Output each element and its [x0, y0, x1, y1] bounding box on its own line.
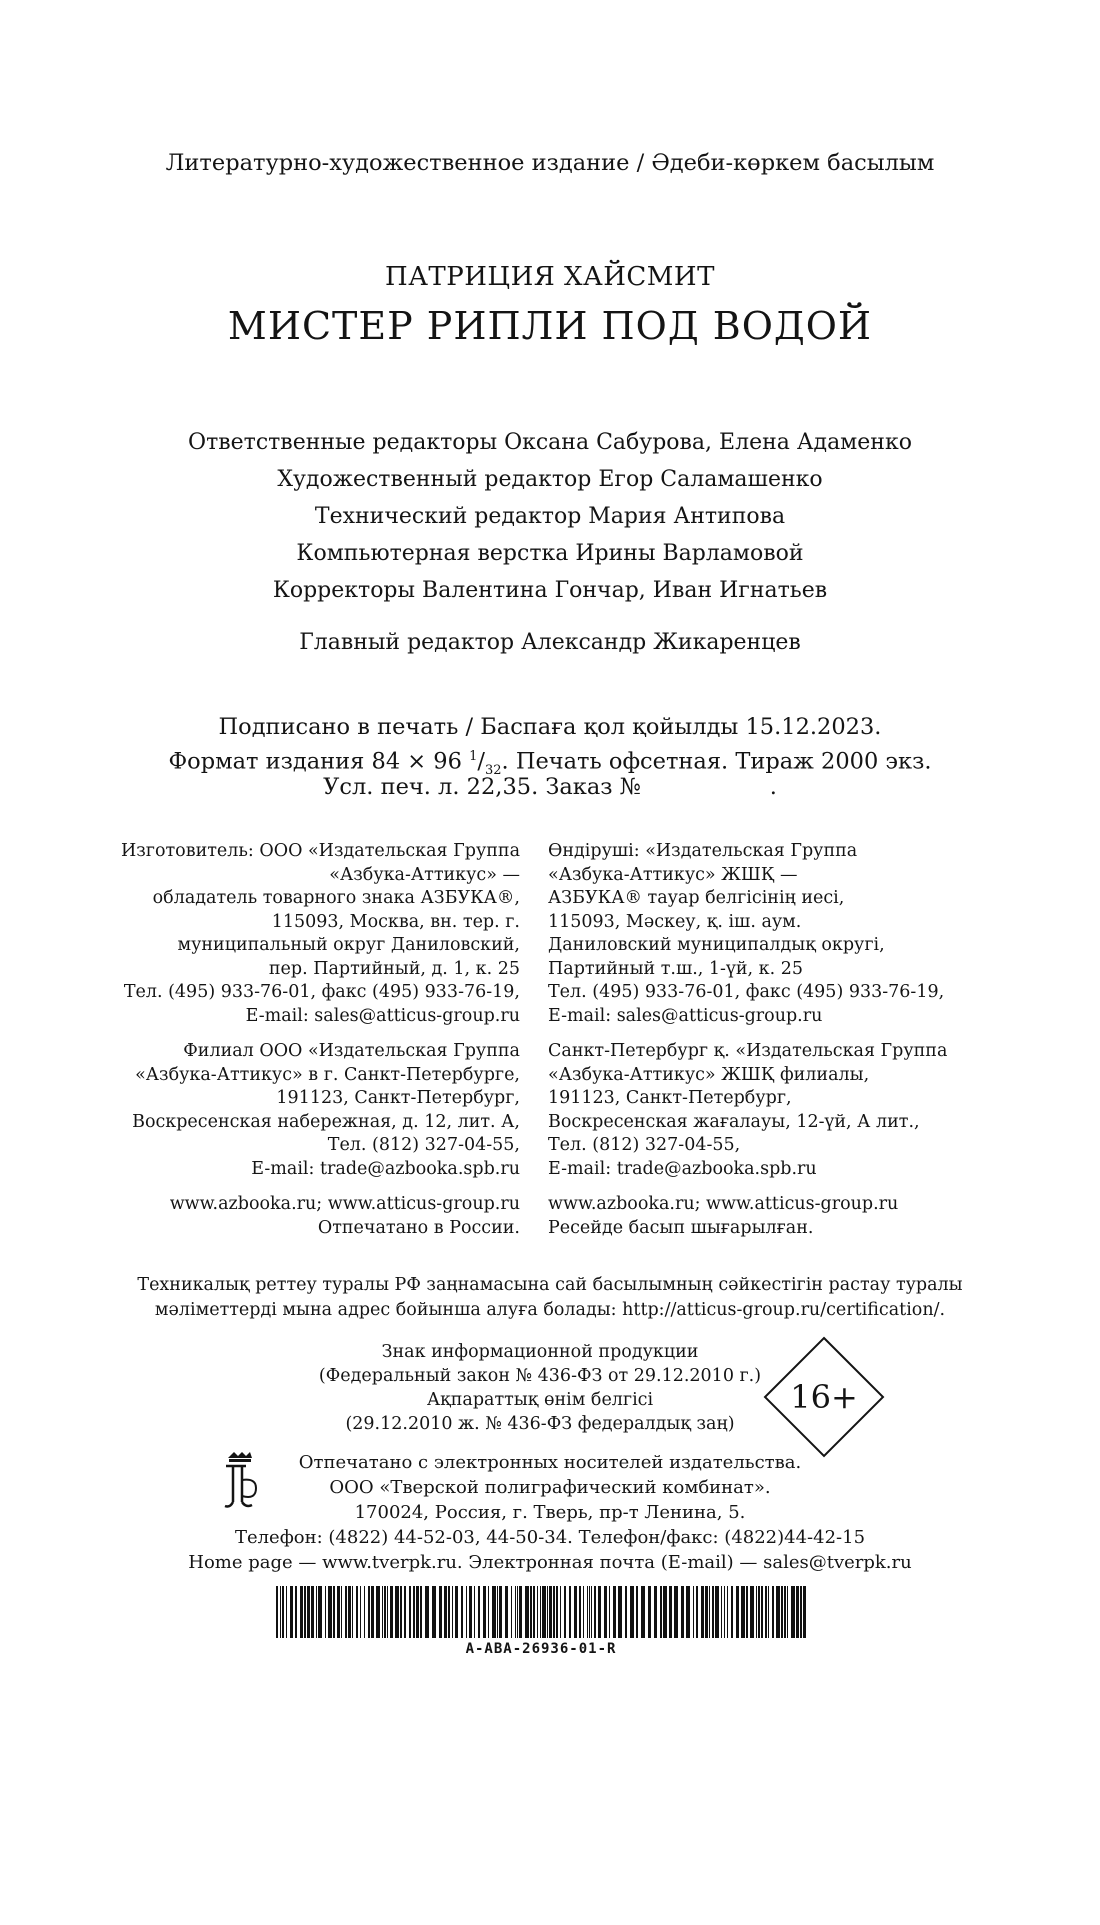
barcode-bar [701, 1586, 704, 1638]
printer-line: Отпечатано с электронных носителей издательства. [298, 1452, 802, 1473]
barcode-bar [300, 1586, 303, 1638]
barcode-bar [333, 1586, 335, 1638]
barcode-bar [553, 1586, 555, 1638]
imprint-line: Даниловский муниципалдық округі, [548, 935, 885, 955]
barcode-bar [569, 1586, 571, 1638]
barcode-bar [709, 1586, 710, 1638]
barcode-bar [511, 1586, 512, 1638]
book-title: МИСТЕР РИПЛИ ПОД ВОДОЙ [227, 304, 873, 348]
imprint-line: Өндіруші: «Издательская Группа [548, 841, 858, 861]
imprint-line: E-mail: trade@azbooka.spb.ru [251, 1158, 520, 1179]
barcode-bar [416, 1586, 419, 1638]
barcode-bar [395, 1586, 399, 1638]
barcode-bar [286, 1586, 287, 1638]
credit-line: Художественный редактор Егор Саламашенко [277, 467, 823, 492]
barcode-bar [420, 1586, 422, 1638]
barcode-bar [525, 1586, 529, 1638]
barcode-bar [681, 1586, 684, 1638]
barcode-bar [609, 1586, 610, 1638]
format-suffix: . Печать офсетная. Тираж 2000 экз. [501, 748, 932, 775]
barcode-bar [455, 1586, 458, 1638]
barcode-bar [589, 1586, 590, 1638]
barcode-bar [686, 1586, 690, 1638]
order-line: Усл. печ. л. 22,35. Заказ № . [323, 774, 777, 800]
barcode-bar [540, 1586, 541, 1638]
barcode-bar [530, 1586, 532, 1638]
credit-line: Компьютерная верстка Ирины Варламовой [296, 541, 804, 566]
editorial-credits [0, 424, 1100, 609]
imprint-line: E-mail: sales@atticus-group.ru [548, 1005, 823, 1026]
barcode-bar [768, 1586, 769, 1638]
barcode-bar [583, 1586, 584, 1638]
barcode-bar [761, 1586, 763, 1638]
imprint-line: Тел. (495) 933-76-01, факс (495) 933-76-19, [548, 982, 945, 1002]
barcode-bar [444, 1586, 447, 1638]
barcode-bar [325, 1586, 326, 1638]
barcode-bar [295, 1586, 297, 1638]
imprint-line: муниципальный округ Даниловский, [177, 935, 520, 955]
imprint-line: «Азбука-Аттикус» ЖШҚ — [548, 864, 798, 885]
barcode-bar [547, 1586, 548, 1638]
imprint-line: Партийный т.ш., 1-үй, к. 25 [548, 958, 803, 979]
imprint-line: E-mail: sales@atticus-group.ru [245, 1005, 520, 1026]
barcode-bar [660, 1586, 662, 1638]
barcode-bar [758, 1586, 760, 1638]
barcode-text: A-ABA-26936-01-R [465, 1641, 617, 1657]
info-sign-line: (Федеральный закон № 436-ФЗ от 29.12.2010 г.) [318, 1366, 762, 1386]
barcode-bar [772, 1586, 774, 1638]
certification-line: Техникалық реттеу туралы РФ заңнамасына сай басылымның сәйкестігін растау туралы [137, 1275, 963, 1295]
format-prefix: Формат издания 84 × 96 [168, 748, 462, 775]
barcode-bar [564, 1586, 566, 1638]
barcode-bar [549, 1586, 552, 1638]
web-block [0, 1193, 520, 1240]
chief-editor: Главный редактор Александр Жикаренцев [299, 630, 801, 655]
barcode-bar [364, 1586, 365, 1638]
imprint-line: Воскресенская набережная, д. 12, лит. А, [132, 1111, 520, 1132]
imprint-line: Санкт-Петербург қ. «Издательская Группа [548, 1041, 948, 1061]
certification-line: мәліметтерді мына адрес бойынша алуға болады: http://atticus-group.ru/certification/. [154, 1300, 946, 1320]
barcode-bar [280, 1586, 281, 1638]
barcode-bar [574, 1586, 577, 1638]
barcode-bar [356, 1586, 358, 1638]
imprint-line: Изготовитель: ООО «Издательская Группа [120, 841, 520, 861]
barcode-bar [316, 1586, 317, 1638]
barcode-bar [432, 1586, 436, 1638]
barcode-bar [474, 1586, 475, 1638]
barcode-bar [556, 1586, 558, 1638]
barcode-bar [533, 1586, 535, 1638]
barcode-bar [776, 1586, 780, 1638]
barcode-bar [483, 1586, 486, 1638]
barcode-bar [307, 1586, 310, 1638]
imprint-line: АЗБУКА® тауар белгісінің иесі, [548, 888, 845, 908]
barcode-bar [382, 1586, 383, 1638]
barcode-bar [756, 1586, 757, 1638]
barcode-bar [515, 1586, 516, 1638]
barcode-bar [693, 1586, 694, 1638]
barcode-bar [587, 1586, 588, 1638]
barcode-bar [641, 1586, 645, 1638]
barcode-bar [371, 1586, 374, 1638]
barcode-bar [736, 1586, 739, 1638]
barcode [276, 1586, 806, 1638]
barcode-bar [746, 1586, 748, 1638]
branch-block [548, 1040, 1068, 1181]
barcode-bar [368, 1586, 370, 1638]
barcode-bar [674, 1586, 678, 1638]
barcode-bar [505, 1586, 508, 1638]
barcode-bar [636, 1586, 638, 1638]
barcode-bar [348, 1586, 351, 1638]
barcode-bar [492, 1586, 496, 1638]
imprint-line: Отпечатано в России. [317, 1217, 520, 1238]
barcode-bar [390, 1586, 393, 1638]
barcode-bar [796, 1586, 799, 1638]
format-denominator: 32 [484, 763, 502, 778]
barcode-bar [439, 1586, 442, 1638]
barcode-bar [409, 1586, 411, 1638]
barcode-bar [721, 1586, 722, 1638]
certification-note [0, 1273, 1100, 1323]
barcode-bar [461, 1586, 463, 1638]
format-numerator: 1 [469, 749, 478, 764]
imprint-line: «Азбука-Аттикус» — [329, 864, 520, 885]
printer-line: Телефон: (4822) 44-52-03, 44-50-34. Телефон/факс: (4822)44-42-15 [234, 1527, 866, 1548]
print-info [0, 712, 1100, 802]
author-name: ПАТРИЦИЯ ХАЙСМИТ [385, 262, 715, 292]
barcode-bar [404, 1586, 406, 1638]
imprint-kazakh [548, 840, 1068, 1240]
genre-line: Литературно-художественное издание / Әдеби-көркем басылым [165, 150, 935, 176]
imprint-line: пер. Партийный, д. 1, к. 25 [268, 958, 520, 979]
imprint-line: 191123, Санкт-Петербург, [276, 1088, 520, 1108]
barcode-bar [591, 1586, 592, 1638]
signed-line: Подписано в печать / Баспаға қол қойылды 15.12.2023. [218, 714, 882, 740]
credit-line: Ответственные редакторы Оксана Сабурова, Елена Адаменко [188, 430, 912, 455]
barcode-bar [765, 1586, 767, 1638]
barcode-bar [337, 1586, 340, 1638]
barcode-bar [537, 1586, 538, 1638]
imprint-line: Воскресенская жағалауы, 12-үй, А лит., [548, 1111, 920, 1132]
barcode-bar [341, 1586, 342, 1638]
imprint-line: 115093, Мәскеу, қ. іш. аум. [548, 911, 802, 932]
barcode-bar [352, 1586, 353, 1638]
printer-info [0, 1450, 1100, 1575]
barcode-bar [290, 1586, 293, 1638]
imprint-line: www.azbooka.ru; www.atticus-group.ru [548, 1194, 899, 1214]
credit-line: Корректоры Валентина Гончар, Иван Игнатьев [272, 578, 828, 603]
barcode-bar [560, 1586, 561, 1638]
web-block [548, 1193, 1068, 1240]
imprint-line: E-mail: trade@azbooka.spb.ru [548, 1158, 817, 1179]
barcode-bar [727, 1586, 728, 1638]
imprint-line: Ресейде басып шығарылған. [548, 1217, 814, 1238]
barcode-bar [618, 1586, 622, 1638]
barcode-bar [282, 1586, 284, 1638]
barcode-bar [466, 1586, 467, 1638]
barcode-bar [517, 1586, 518, 1638]
imprint-line: «Азбука-Аттикус» ЖШҚ филиалы, [548, 1064, 870, 1085]
barcode-bar [696, 1586, 698, 1638]
info-sign-line: Ақпараттық өнім белгісі [426, 1390, 654, 1410]
barcode-bar [715, 1586, 719, 1638]
imprint-line: Тел. (495) 933-76-01, факс (495) 933-76-19, [123, 982, 520, 1002]
info-sign-line: Знак информационной продукции [381, 1342, 699, 1362]
barcode-bar [731, 1586, 733, 1638]
barcode-bar [413, 1586, 415, 1638]
barcode-bar [724, 1586, 725, 1638]
barcode-bar [448, 1586, 450, 1638]
barcode-bar [425, 1586, 429, 1638]
barcode-bar [654, 1586, 657, 1638]
barcode-bar [499, 1586, 502, 1638]
barcode-bar [705, 1586, 708, 1638]
barcode-bar [469, 1586, 472, 1638]
barcode-bar [791, 1586, 795, 1638]
barcode-bar [488, 1586, 489, 1638]
barcode-bar [384, 1586, 386, 1638]
barcode-bar [318, 1586, 322, 1638]
barcode-bar [376, 1586, 380, 1638]
printer-line: 170024, Россия, г. Тверь, пр-т Ленина, 5. [354, 1502, 746, 1523]
branch-block [0, 1040, 520, 1181]
barcode-bar [781, 1586, 783, 1638]
imprint-line: «Азбука-Аттикус» в г. Санкт-Петербурге, [135, 1064, 520, 1085]
barcode-bar [345, 1586, 347, 1638]
info-product-sign [300, 1340, 780, 1436]
barcode-bar [328, 1586, 332, 1638]
barcode-bar [663, 1586, 667, 1638]
barcode-bar [800, 1586, 802, 1638]
barcode-bar [400, 1586, 402, 1638]
barcode-bar [360, 1586, 361, 1638]
barcode-bar [803, 1586, 806, 1638]
barcode-bar [478, 1586, 480, 1638]
barcode-bar [311, 1586, 314, 1638]
printer-line: ООО «Тверской полиграфический комбинат». [329, 1477, 771, 1498]
barcode-bar [594, 1586, 596, 1638]
barcode-bar [276, 1586, 278, 1638]
barcode-bar [750, 1586, 754, 1638]
credit-line: Технический редактор Мария Антипова [314, 504, 786, 529]
barcode-bar [669, 1586, 672, 1638]
imprint-line: Тел. (812) 327-04-55, [548, 1135, 741, 1155]
manufacturer-block [0, 840, 520, 1028]
barcode-bar [519, 1586, 522, 1638]
barcode-bar [497, 1586, 498, 1638]
barcode-bar [648, 1586, 651, 1638]
info-sign-line: (29.12.2010 ж. № 436-ФЗ федералдық заң) [345, 1414, 735, 1434]
barcode-bar [579, 1586, 581, 1638]
barcode-bar [712, 1586, 714, 1638]
manufacturer-block [548, 840, 1068, 1028]
barcode-bar [784, 1586, 786, 1638]
imprint-line: 115093, Москва, вн. тер. г. [271, 911, 520, 932]
age-rating-label: 16+ [790, 1378, 858, 1416]
barcode-bar [598, 1586, 601, 1638]
barcode-bar [630, 1586, 634, 1638]
barcode-bar [741, 1586, 745, 1638]
barcode-bar [625, 1586, 627, 1638]
barcode-bar [387, 1586, 388, 1638]
imprint-russian [0, 840, 520, 1240]
barcode-bar [542, 1586, 546, 1638]
format-separator: / [477, 748, 485, 775]
format-line [0, 742, 1100, 778]
barcode-bar [604, 1586, 607, 1638]
barcode-bar [452, 1586, 453, 1638]
barcode-bar [304, 1586, 306, 1638]
imprint-line: 191123, Санкт-Петербург, [548, 1088, 792, 1108]
barcode-bar [787, 1586, 788, 1638]
imprint-line: обладатель товарного знака АЗБУКА®, [152, 888, 520, 908]
imprint-line: Филиал ООО «Издательская Группа [183, 1041, 520, 1061]
printer-line: Home page — www.tverpk.ru. Электронная почта (E-mail) — sales@tverpk.ru [188, 1552, 912, 1573]
imprint-line: www.azbooka.ru; www.atticus-group.ru [169, 1194, 520, 1214]
imprint-line: Тел. (812) 327-04-55, [327, 1135, 520, 1155]
barcode-bar [613, 1586, 616, 1638]
